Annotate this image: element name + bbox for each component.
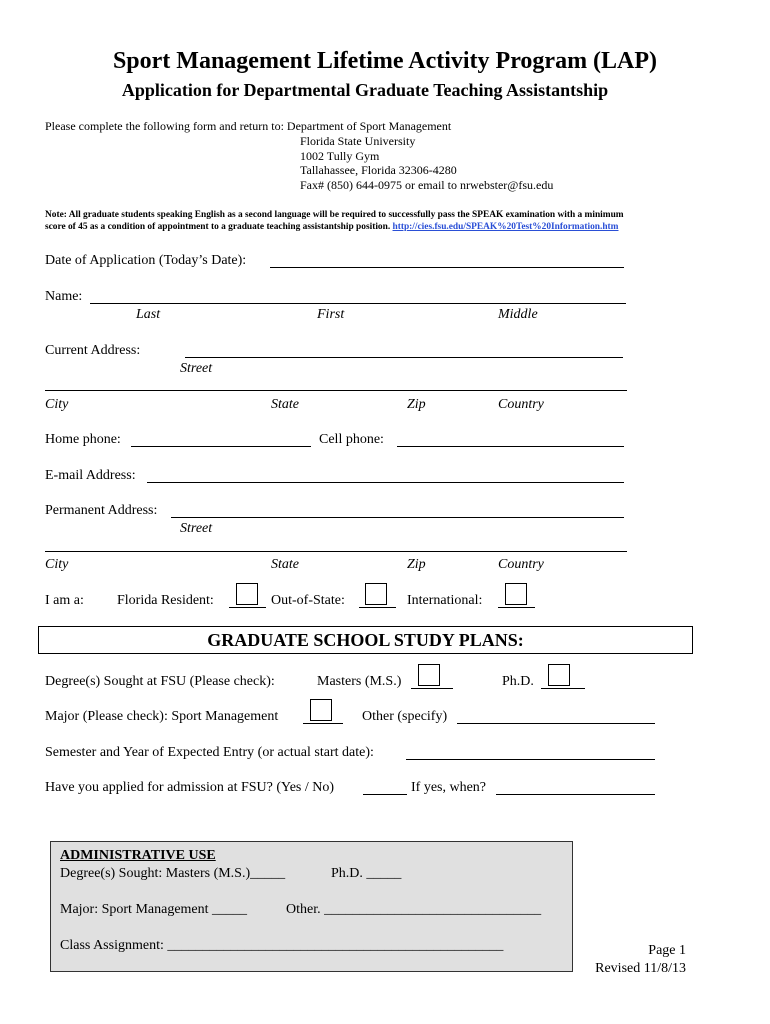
current-street-field[interactable] xyxy=(185,357,623,358)
name-field[interactable] xyxy=(90,303,626,304)
current-state-sub: State xyxy=(271,397,299,412)
permanent-address-label: Permanent Address: xyxy=(45,503,158,518)
speak-info-link[interactable]: http://cies.fsu.edu/SPEAK%20Test%20Information.htm xyxy=(392,222,619,232)
admin-class-line: Class Assignment: ________________________________________________ xyxy=(60,938,504,953)
permanent-street-field[interactable] xyxy=(171,517,624,518)
admin-phd-line: Ph.D. _____ xyxy=(331,866,402,881)
i-am-a-label: I am a: xyxy=(45,593,84,608)
if-yes-field[interactable] xyxy=(496,794,655,795)
current-country-sub: Country xyxy=(498,397,544,412)
permanent-street-sub: Street xyxy=(180,521,213,536)
other-specify-field[interactable] xyxy=(457,723,655,724)
out-of-state-underline xyxy=(359,607,396,608)
current-street-sub: Street xyxy=(180,361,213,376)
applied-field[interactable] xyxy=(363,794,407,795)
phd-checkbox[interactable] xyxy=(548,664,570,686)
international-checkbox[interactable] xyxy=(505,583,527,605)
permanent-country-sub: Country xyxy=(498,557,544,572)
admin-other-line: Other. _______________________________ xyxy=(286,902,542,917)
home-phone-field[interactable] xyxy=(131,446,311,447)
admin-major-line: Major: Sport Management _____ xyxy=(60,902,248,917)
note-line-2 xyxy=(45,222,619,232)
permanent-state-sub: State xyxy=(271,557,299,572)
semester-label: Semester and Year of Expected Entry (or actual start date): xyxy=(45,745,374,760)
return-address-line: 1002 Tully Gym xyxy=(300,149,380,163)
revised-date: Revised 11/8/13 xyxy=(595,961,686,976)
out-of-state-label: Out-of-State: xyxy=(271,593,345,608)
international-underline xyxy=(498,607,535,608)
masters-label: Masters (M.S.) xyxy=(317,674,402,689)
note-line-1: Note: All graduate students speaking English as a second language will be required to successfully pass the SPEAK examination with a minimum xyxy=(45,210,624,220)
current-address-label: Current Address: xyxy=(45,343,141,358)
current-zip-sub: Zip xyxy=(407,397,426,412)
name-label: Name: xyxy=(45,289,83,304)
cell-phone-label: Cell phone: xyxy=(319,432,384,447)
permanent-city-sub: City xyxy=(45,557,69,572)
florida-resident-underline xyxy=(229,607,266,608)
current-city-state-field[interactable] xyxy=(45,390,627,391)
major-label: Major (Please check): Sport Management xyxy=(45,709,279,724)
instructions-intro: Please complete the following form and return to: Department of Sport Management xyxy=(45,119,452,133)
page-number: Page 1 xyxy=(648,943,686,958)
masters-checkbox[interactable] xyxy=(418,664,440,686)
name-sub-last: Last xyxy=(136,307,161,322)
return-address-line: Florida State University xyxy=(300,134,416,148)
email-label: E-mail Address: xyxy=(45,468,136,483)
page-title: Sport Management Lifetime Activity Program (LAP) xyxy=(112,48,658,74)
study-plans-heading: GRADUATE SCHOOL STUDY PLANS: xyxy=(207,630,524,650)
name-sub-first: First xyxy=(317,307,345,322)
return-address-line: Tallahassee, Florida 32306-4280 xyxy=(300,163,457,177)
phd-label: Ph.D. xyxy=(502,674,534,689)
florida-resident-label: Florida Resident: xyxy=(117,593,214,608)
admin-heading: ADMINISTRATIVE USE xyxy=(60,848,216,863)
permanent-city-state-field[interactable] xyxy=(45,551,627,552)
admin-degree-line: Degree(s) Sought: Masters (M.S.)_____ xyxy=(60,866,286,881)
date-field[interactable] xyxy=(270,267,624,268)
florida-resident-checkbox[interactable] xyxy=(236,583,258,605)
page-subtitle: Application for Departmental Graduate Teaching Assistantship xyxy=(121,80,609,100)
applied-label: Have you applied for admission at FSU? (Yes / No) xyxy=(45,780,335,795)
current-city-sub: City xyxy=(45,397,69,412)
degree-sought-label: Degree(s) Sought at FSU (Please check): xyxy=(45,674,275,689)
masters-underline xyxy=(411,688,453,689)
phd-underline xyxy=(541,688,585,689)
international-label: International: xyxy=(407,593,483,608)
sport-management-underline xyxy=(303,723,343,724)
out-of-state-checkbox[interactable] xyxy=(365,583,387,605)
if-yes-label: If yes, when? xyxy=(411,780,487,795)
home-phone-label: Home phone: xyxy=(45,432,121,447)
return-address-line: Fax# (850) 644-0975 or email to nrwebster@fsu.edu xyxy=(300,178,554,192)
note-line-2-text: score of 45 as a condition of appointment to a graduate teaching assistantship position. xyxy=(45,222,391,232)
date-label: Date of Application (Today’s Date): xyxy=(45,253,247,268)
permanent-zip-sub: Zip xyxy=(407,557,426,572)
email-field[interactable] xyxy=(147,482,624,483)
other-specify-label: Other (specify) xyxy=(362,709,448,724)
name-sub-middle: Middle xyxy=(498,307,538,322)
cell-phone-field[interactable] xyxy=(397,446,624,447)
sport-management-checkbox[interactable] xyxy=(310,699,332,721)
semester-field[interactable] xyxy=(406,759,655,760)
